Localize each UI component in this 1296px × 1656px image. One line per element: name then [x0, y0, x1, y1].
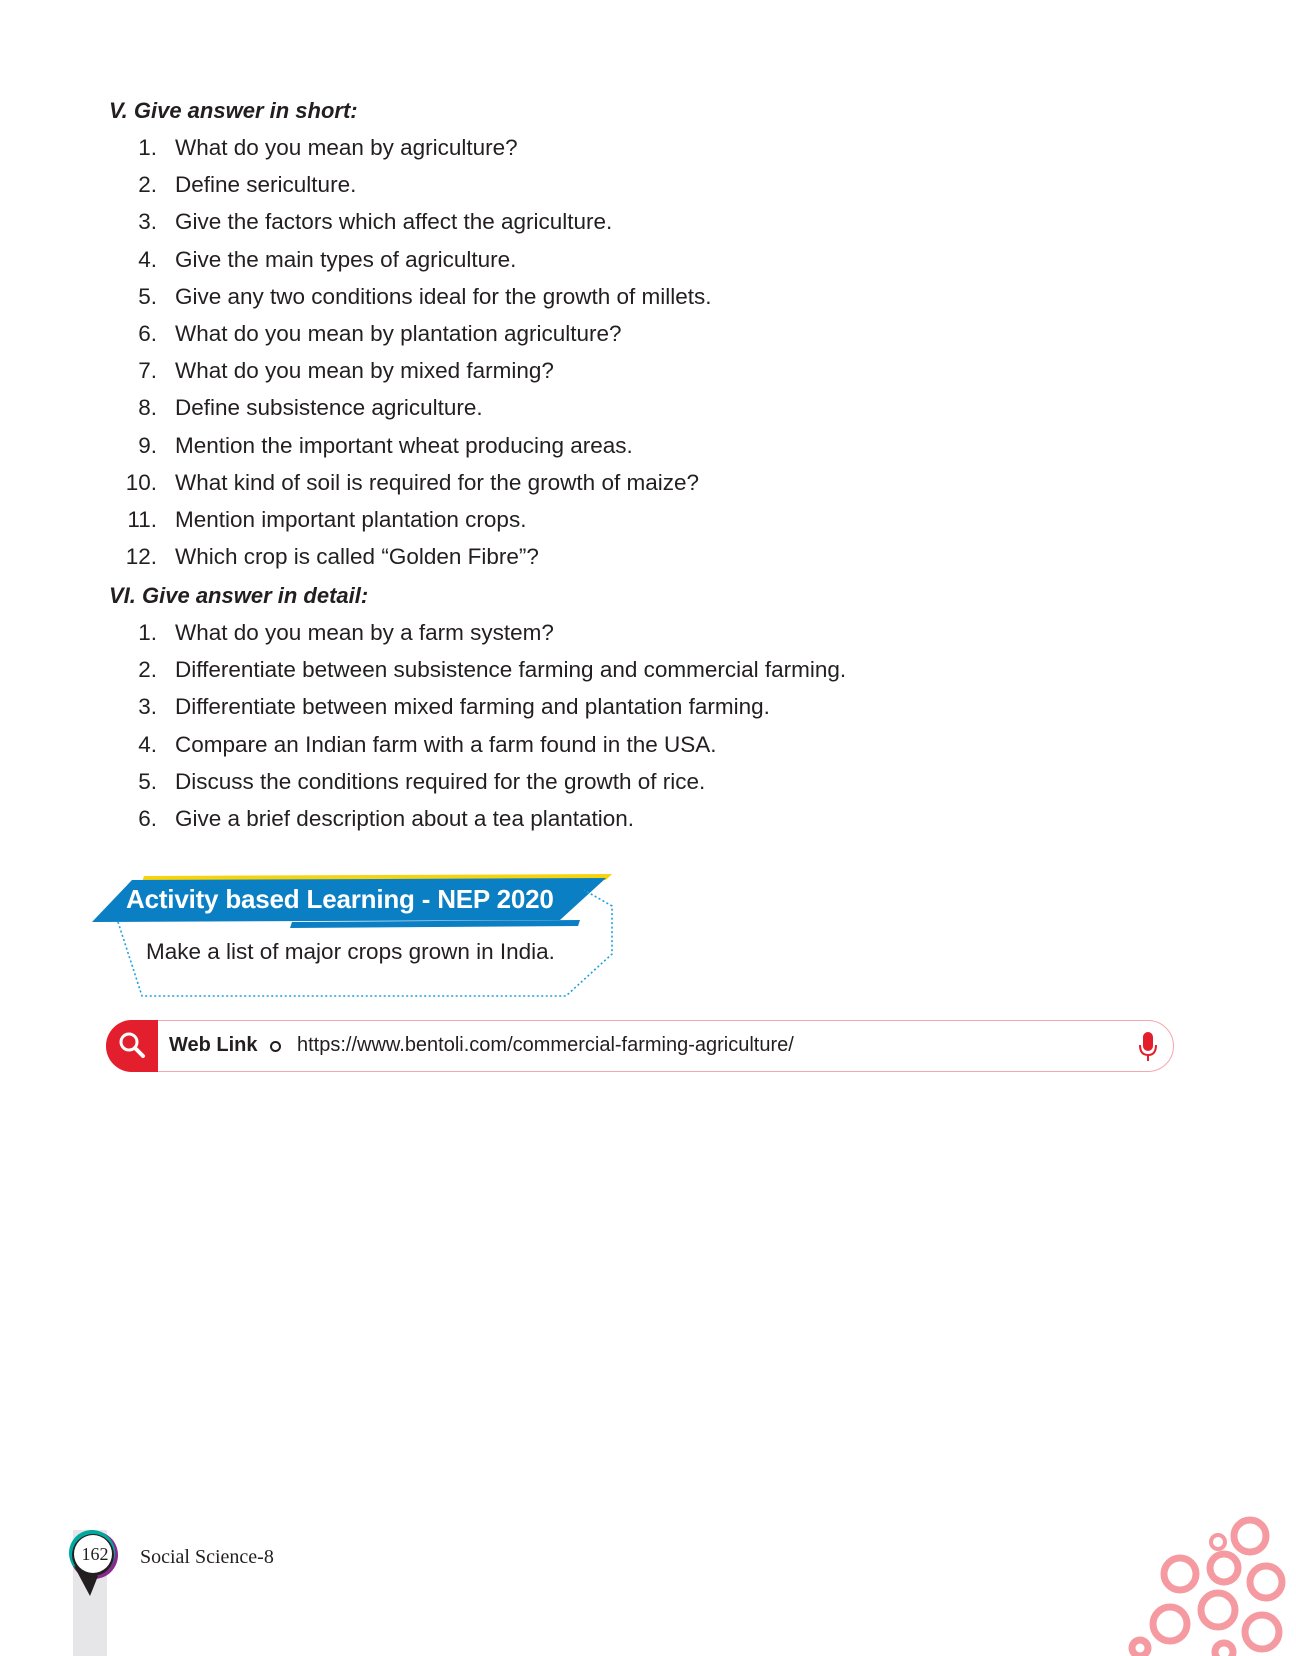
- question-number: 6.: [138, 805, 157, 831]
- question-item: [0, 538, 1296, 575]
- page-number: 162: [81, 1544, 109, 1564]
- question-item: [0, 763, 1296, 800]
- book-title: Social Science-8: [140, 1546, 274, 1568]
- question-item: [0, 651, 1296, 688]
- question-number: 12.: [125, 544, 157, 570]
- question-text: What kind of soil is required for the growth of maize?: [175, 469, 699, 495]
- question-item: [0, 389, 1296, 426]
- question-text: Compare an Indian farm with a farm found in the USA.: [175, 731, 717, 757]
- question-number: 2.: [138, 172, 157, 198]
- question-text: Mention important plantation crops.: [175, 506, 527, 532]
- question-text: Which crop is called “Golden Fibre”?: [175, 544, 539, 570]
- question-item: [0, 352, 1296, 389]
- question-number: 6.: [138, 320, 157, 346]
- question-number: 3.: [138, 694, 157, 720]
- web-link-label: Web Link: [169, 1034, 258, 1056]
- question-text: What do you mean by a farm system?: [175, 620, 554, 645]
- question-number: 4.: [138, 731, 157, 757]
- web-link-url[interactable]: https://www.bentoli.com/commercial-farming-agriculture/: [297, 1034, 794, 1056]
- question-item: [0, 688, 1296, 725]
- question-text: What do you mean by plantation agriculture?: [175, 320, 622, 346]
- microphone-icon[interactable]: [1139, 1032, 1157, 1067]
- question-item: [0, 129, 1296, 166]
- question-text: Discuss the conditions required for the growth of rice.: [175, 768, 706, 794]
- section-vi-question-list: [0, 614, 1296, 837]
- question-text: What do you mean by agriculture?: [175, 135, 518, 160]
- question-number: 10.: [125, 469, 157, 495]
- activity-text: Make a list of major crops grown in India.: [146, 939, 555, 964]
- question-text: Differentiate between mixed farming and plantation farming.: [175, 694, 770, 720]
- question-number: 9.: [138, 432, 157, 458]
- question-text: Give the factors which affect the agriculture.: [175, 209, 613, 235]
- question-item: [0, 501, 1296, 538]
- question-item: [0, 800, 1296, 837]
- activity-box: [92, 866, 622, 998]
- section-v-heading: V. Give answer in short:: [109, 98, 358, 123]
- question-number: 7.: [138, 358, 157, 384]
- web-link-bar[interactable]: [106, 1020, 1174, 1072]
- question-item: [0, 241, 1296, 278]
- question-item: [0, 726, 1296, 763]
- section-v-question-list: [0, 129, 1296, 575]
- question-item: [0, 278, 1296, 315]
- question-number: 5.: [138, 283, 157, 309]
- question-item: [0, 614, 1296, 651]
- question-item: [0, 203, 1296, 240]
- question-number: 1.: [138, 620, 157, 645]
- question-item: [0, 315, 1296, 352]
- question-text: Give the main types of agriculture.: [175, 246, 517, 272]
- question-text: Give any two conditions ideal for the growth of millets.: [175, 283, 712, 309]
- question-number: 8.: [138, 395, 157, 421]
- question-number: 4.: [138, 246, 157, 272]
- search-icon[interactable]: [106, 1020, 158, 1072]
- activity-title: Activity based Learning - NEP 2020: [126, 884, 554, 914]
- question-number: 3.: [138, 209, 157, 235]
- question-text: What do you mean by mixed farming?: [175, 358, 554, 384]
- question-number: 5.: [138, 768, 157, 794]
- question-text: Mention the important wheat producing areas.: [175, 432, 633, 458]
- question-text: Define subsistence agriculture.: [175, 395, 483, 421]
- question-number: 11.: [127, 506, 157, 532]
- question-item: [0, 464, 1296, 501]
- section-vi-heading: VI. Give answer in detail:: [109, 583, 369, 608]
- question-item: [0, 166, 1296, 203]
- decorative-circles-icon: [1120, 1516, 1296, 1656]
- question-text: Give a brief description about a tea plantation.: [175, 805, 635, 831]
- question-number: 1.: [138, 135, 157, 160]
- question-text: Define sericulture.: [175, 172, 357, 198]
- question-number: 2.: [138, 657, 157, 683]
- question-text: Differentiate between subsistence farming and commercial farming.: [175, 657, 847, 683]
- question-item: [0, 427, 1296, 464]
- circle-bullet-icon: [270, 1041, 281, 1052]
